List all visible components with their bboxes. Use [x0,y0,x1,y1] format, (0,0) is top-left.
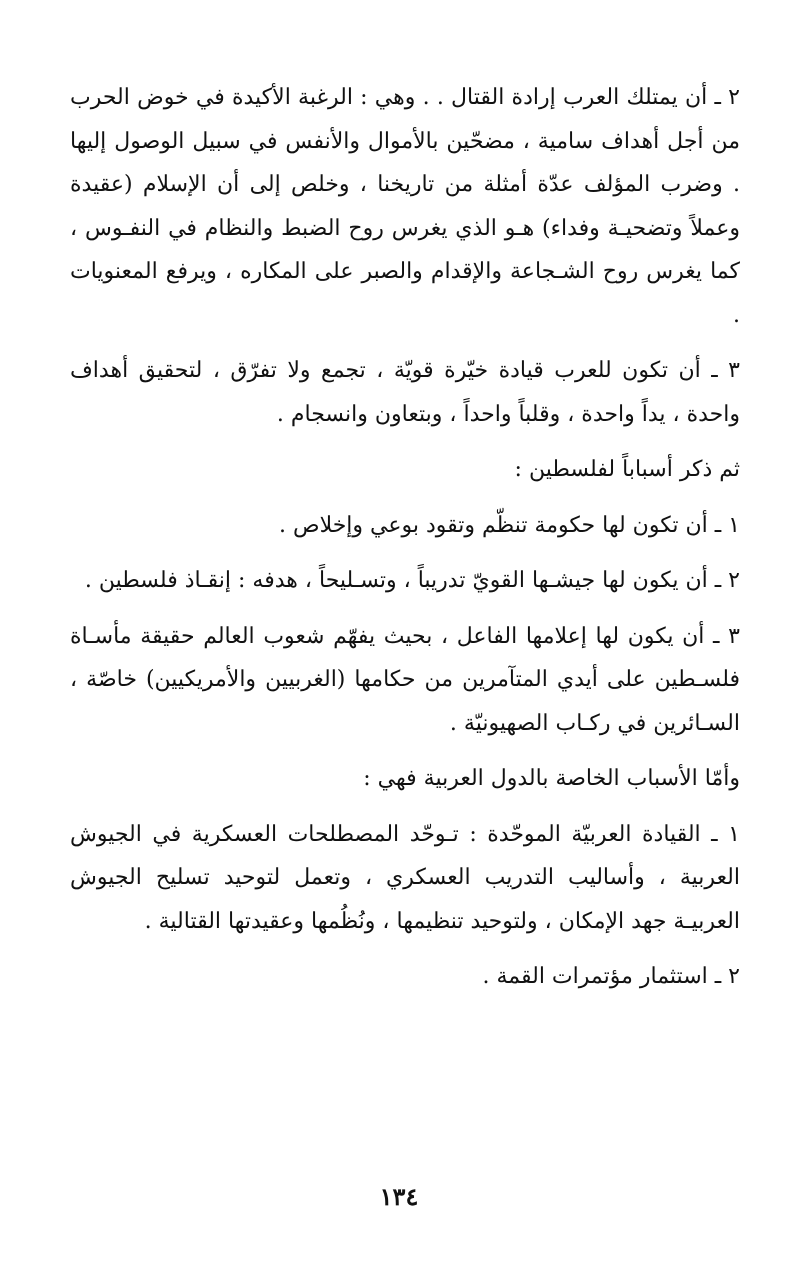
page-number: ١٣٤ [379,1182,419,1211]
paragraph-unified-command: ١ ـ القيادة العربيّة الموحّدة : تـوحّد المصطلحات العسكرية في الجيوش العربية ، وأساليب التدريب العسكري ، وتعمل لتوحيد تسليح الجيوش العربيـة جهد الإمكان ، ولتوحيد تنظيمها ، ونُظُمها وعقيدتها القتالية . [70,821,740,934]
body-text [70,76,740,1011]
paragraph-will-to-fight: ٢ ـ أن يمتلك العرب إرادة القتال . . وهي : الرغبة الأكيدة في خوض الحرب من أجل أهداف سامية ، مضحّين بالأموال والأنفس في سبيل الوصول إليها . وضرب المؤلف عدّة أمثلة من تاريخنا ، وخلص إلى أن الإسلام (عقيدة وعملاً وتضحيـة وفداء) هـو الذي يغرس روح الضبط والنظام في النفـوس ، كما يغرس روح الشـجاعة والإقدام والصبر على المكاره ، ويرفع المعنويات . [70,85,740,328]
paragraph-palestine-army: ٢ ـ أن يكون لها جيشـها القويّ تدريباً ، وتسـليحاً ، هدفه : إنقـاذ فلسطين . [84,568,740,593]
paragraph-palestine-government: ١ ـ أن تكون لها حكومة تنظّم وتقود بوعي وإخلاص . [278,512,740,538]
paragraph-leadership: ٣ ـ أن تكون للعرب قيادة خيّرة قويّة ، تجمع ولا تفرّق ، لتحقيق أهداف واحدة ، يداً واحدة ، وقلباً واحداً ، وبتعاون وانسجام . [70,358,740,427]
paragraph-palestine-intro: ثم ذكر أسباباً لفلسطين : [514,457,740,482]
paragraph-palestine-media: ٣ ـ أن يكون لها إعلامها الفاعل ، بحيث يفهّم شعوب العالم حقيقة مأسـاة فلسـطين على أيدي المتآمرين من حكامها (الغربيين والأمريكيين) خاصّة ، السـائرين في ركـاب الصهيونيّة . [70,623,740,736]
paragraph-arab-states-intro: وأمّا الأسباب الخاصة بالدول العربية فهي : [363,766,740,791]
paragraph-summits: ٢ ـ استثمار مؤتمرات القمة . [482,964,740,989]
